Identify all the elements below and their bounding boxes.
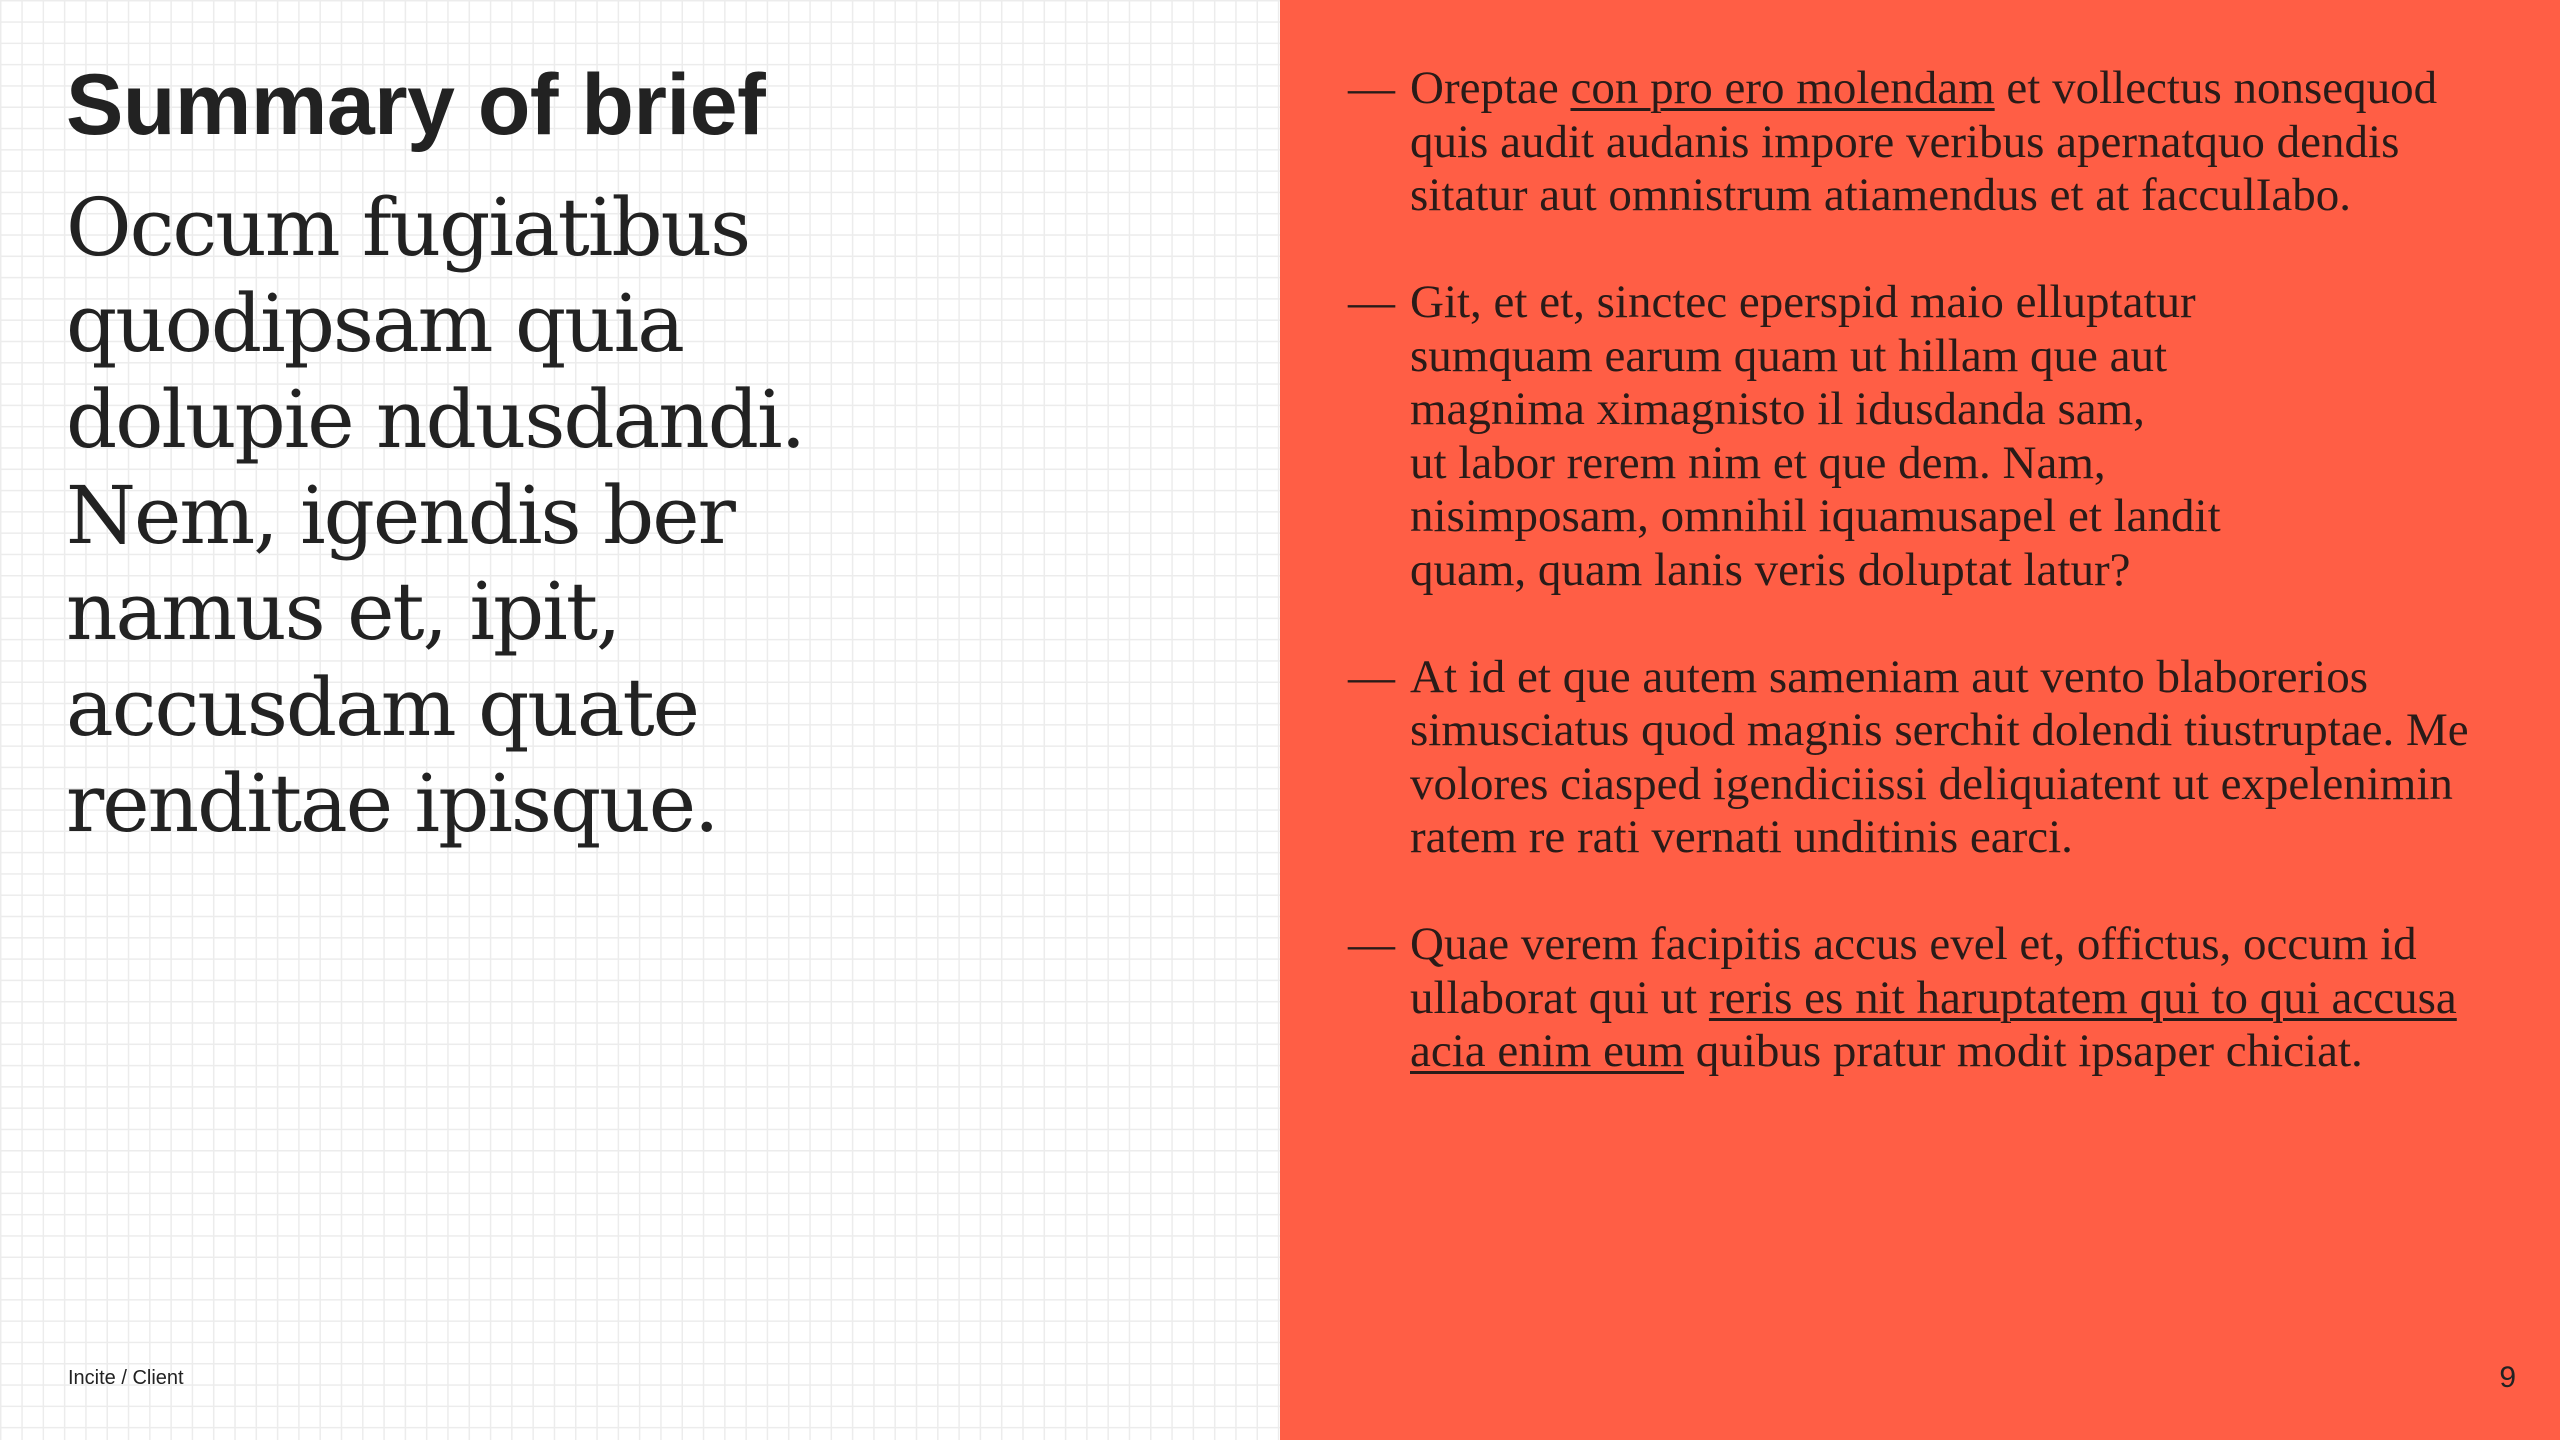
bullet-3-text: At id et que autem sameniam aut vento blaborerios simusciatus quod magnis serchit dolendi tiustruptae. Me volores ciasped igendiciissi deliquiatent ut expelenimin ratem re rati vernati unditinis earci.: [1410, 650, 2469, 863]
page-number: 9: [2499, 1361, 2516, 1394]
bullet-1-link[interactable]: con pro ero molendam: [1570, 62, 1995, 114]
bullet-dash: —: [1348, 918, 1395, 970]
bullet-item-2: [1348, 276, 2488, 597]
bullet-dash: —: [1348, 276, 1395, 328]
bullet-2-line-6: quam, quam lanis veris doluptat latur?: [1410, 543, 2131, 596]
bullet-2-line-1: Git, et et, sinctec eperspid maio elluptatur: [1410, 276, 2196, 328]
bullet-2-line-2: sumquam earum quam ut hillam que aut: [1410, 329, 2168, 382]
footer-client-label: Incite / Client: [68, 1367, 184, 1389]
bullet-1-text-start: Oreptae: [1410, 62, 1571, 114]
bullet-2-line-3: magnima ximagnisto il idusdanda sam,: [1410, 383, 2145, 435]
lead-statement: Occum fugiatibus quodipsam quia dolupie ndusdandi. Nem, igendis ber namus et, ipit, accusdam quate renditae ipisque.: [66, 181, 805, 850]
bullet-4-text-end: quibus pratur modit ipsaper chiciat.: [1684, 1025, 2363, 1077]
slide-title: Summary of brief: [66, 57, 766, 153]
bullet-item-4: [1348, 918, 2488, 1079]
bullet-1-text-end: et vollectus nonsequod quis audit audanis impore veribus apernatquo dendis sitatur aut omnistrum atiamendus et at facculIabo.: [1410, 62, 2438, 221]
bullet-dash: —: [1348, 62, 1395, 114]
bullet-2-line-4: ut labor rerem nim et que dem. Nam,: [1410, 436, 2106, 489]
bullet-dash: —: [1348, 650, 1395, 703]
bullet-item-1: [1348, 62, 2488, 223]
bullet-4-link[interactable]: reris es nit haruptatem qui to qui accusa acia enim eum: [1410, 971, 2457, 1077]
bullet-list: [1348, 62, 2488, 1132]
bullet-item-3: [1348, 651, 2488, 865]
bullet-4-text-start: Quae verem facipitis accus evel et, offictus, occum id ullaborat qui ut: [1410, 918, 2417, 1024]
bullet-2-line-5: nisimposam, omnihil iquamusapel et landit: [1410, 490, 2221, 542]
